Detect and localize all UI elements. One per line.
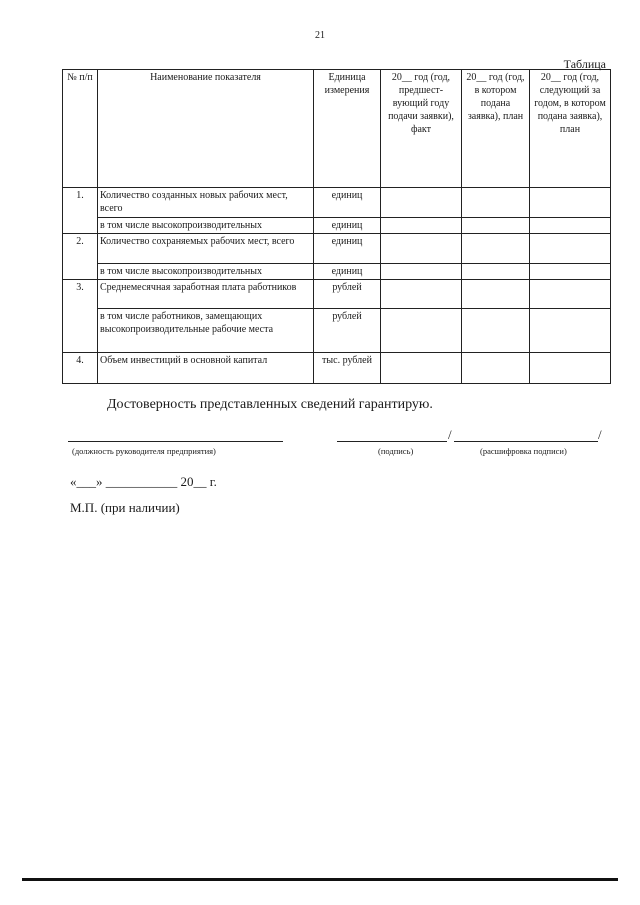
position-caption: (должность руководителя предприятия)	[72, 446, 216, 456]
row-number: 3.	[63, 280, 98, 353]
value-cell	[381, 264, 462, 280]
row-unit: тыс. рублей	[314, 353, 381, 384]
table-row	[63, 353, 611, 384]
decoding-line	[454, 441, 598, 442]
value-cell	[530, 234, 611, 264]
table-caption: Таблица	[563, 57, 606, 71]
indicators-table	[62, 69, 611, 384]
date-line: «___» ___________ 20__ г.	[70, 474, 217, 489]
value-cell	[381, 188, 462, 218]
row-unit: единиц	[314, 218, 381, 234]
row-unit: единиц	[314, 188, 381, 218]
value-cell	[530, 353, 611, 384]
row-unit: рублей	[314, 309, 381, 353]
row-name: Объем инвестиций в основной капитал	[98, 353, 314, 384]
stamp-note: М.П. (при наличии)	[70, 500, 180, 515]
signature-line	[337, 441, 447, 442]
value-cell	[530, 218, 611, 234]
row-name: Количество созданных новых рабочих мест, всего	[98, 188, 314, 218]
header-name: Наименование показателя	[98, 70, 314, 188]
value-cell	[381, 234, 462, 264]
row-unit: рублей	[314, 280, 381, 309]
value-cell	[530, 188, 611, 218]
signature-slash-end: /	[598, 427, 602, 442]
table-header-row	[63, 70, 611, 188]
value-cell	[530, 309, 611, 353]
value-cell	[530, 280, 611, 309]
header-application-year: 20__ год (год, в котором подана заявка), план	[462, 70, 530, 188]
table-row	[63, 280, 611, 309]
value-cell	[381, 353, 462, 384]
signature-caption: (подпись)	[378, 446, 414, 456]
header-prev-year: 20__ год (год, предшест- вующий году подачи заявки), факт	[381, 70, 462, 188]
header-next-year: 20__ год (год, следующий за годом, в котором подана заявка), план	[530, 70, 611, 188]
signature-slash: /	[448, 427, 452, 442]
value-cell	[381, 218, 462, 234]
decoding-caption: (расшифровка подписи)	[480, 446, 567, 456]
row-name: Среднемесячная заработная плата работников	[98, 280, 314, 309]
value-cell	[381, 280, 462, 309]
header-unit: Единица измерения	[314, 70, 381, 188]
value-cell	[530, 264, 611, 280]
guarantee-statement: Достоверность представленных сведений гарантирую.	[107, 397, 433, 412]
row-number: 4.	[63, 353, 98, 384]
value-cell	[462, 188, 530, 218]
header-num: № п/п	[63, 70, 98, 188]
value-cell	[462, 234, 530, 264]
row-unit: единиц	[314, 264, 381, 280]
row-name: в том числе высокопроизводительных	[98, 264, 314, 280]
value-cell	[462, 264, 530, 280]
value-cell	[462, 309, 530, 353]
table-row	[63, 188, 611, 218]
bottom-rule	[22, 878, 618, 881]
table-row	[63, 309, 611, 353]
row-name: Количество сохраняемых рабочих мест, всего	[98, 234, 314, 264]
table-row	[63, 234, 611, 264]
row-number: 2.	[63, 234, 98, 280]
value-cell	[462, 280, 530, 309]
value-cell	[381, 309, 462, 353]
table-row	[63, 264, 611, 280]
row-number: 1.	[63, 188, 98, 234]
value-cell	[462, 353, 530, 384]
page-number: 21	[315, 30, 325, 41]
row-name: в том числе высокопроизводительных	[98, 218, 314, 234]
table-row	[63, 218, 611, 234]
position-signature-line	[68, 441, 283, 442]
value-cell	[462, 218, 530, 234]
row-name: в том числе работников, замещающих высокопроизводительные рабочие места	[98, 309, 314, 353]
row-unit: единиц	[314, 234, 381, 264]
